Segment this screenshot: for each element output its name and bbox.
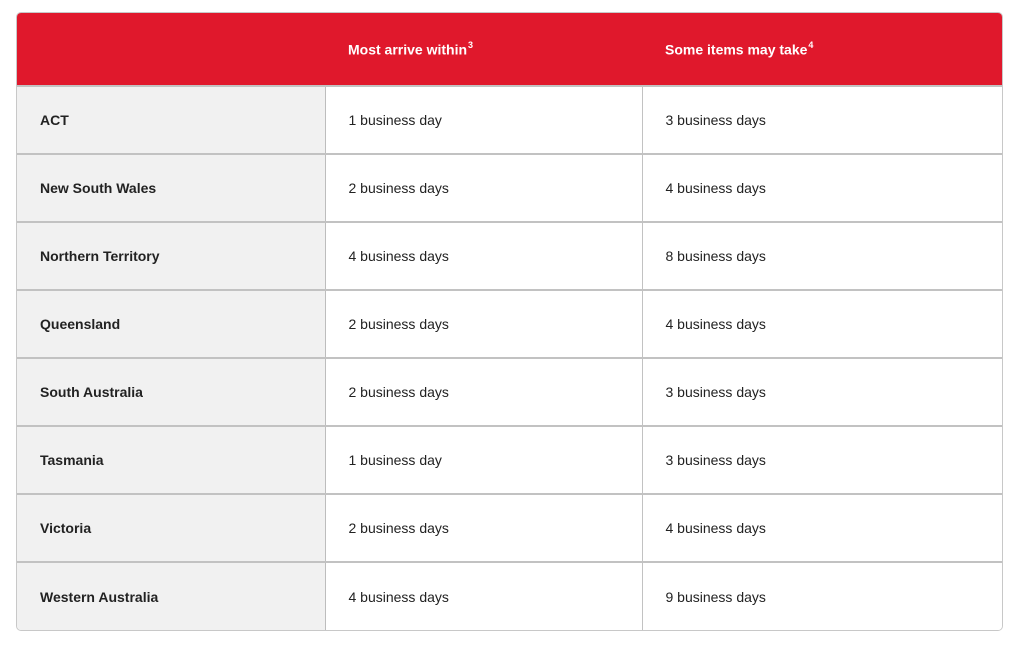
delivery-times-table <box>16 12 1003 631</box>
some-items-cell: 3 business days <box>642 86 1002 154</box>
table-row <box>17 358 1002 426</box>
table-row <box>17 562 1002 630</box>
header-row <box>17 13 1002 86</box>
table-header <box>17 13 1002 86</box>
most-arrive-cell: 4 business days <box>325 562 642 630</box>
table-row <box>17 426 1002 494</box>
state-cell: New South Wales <box>17 154 325 222</box>
delivery-table <box>17 13 1002 630</box>
some-items-cell: 3 business days <box>642 426 1002 494</box>
state-cell: Victoria <box>17 494 325 562</box>
state-cell: South Australia <box>17 358 325 426</box>
some-items-cell: 4 business days <box>642 494 1002 562</box>
most-arrive-cell: 2 business days <box>325 154 642 222</box>
table-row <box>17 86 1002 154</box>
some-items-cell: 8 business days <box>642 222 1002 290</box>
state-cell: Western Australia <box>17 562 325 630</box>
most-arrive-cell: 2 business days <box>325 290 642 358</box>
most-arrive-cell: 2 business days <box>325 358 642 426</box>
some-items-cell: 3 business days <box>642 358 1002 426</box>
state-cell: Queensland <box>17 290 325 358</box>
table-body <box>17 86 1002 630</box>
header-most-label: Most arrive within <box>348 41 468 58</box>
footnote-ref-3[interactable]: 3 <box>468 39 474 50</box>
most-arrive-cell: 4 business days <box>325 222 642 290</box>
some-items-cell: 9 business days <box>642 562 1002 630</box>
state-cell: Northern Territory <box>17 222 325 290</box>
table-row <box>17 222 1002 290</box>
header-most-arrive-within <box>325 13 642 86</box>
most-arrive-cell: 1 business day <box>325 426 642 494</box>
header-some-label: Some items may take <box>665 41 808 58</box>
table-row <box>17 154 1002 222</box>
table-row <box>17 290 1002 358</box>
most-arrive-cell: 2 business days <box>325 494 642 562</box>
header-state <box>17 13 325 86</box>
some-items-cell: 4 business days <box>642 154 1002 222</box>
some-items-cell: 4 business days <box>642 290 1002 358</box>
state-cell: ACT <box>17 86 325 154</box>
footnote-ref-4[interactable]: 4 <box>808 39 814 50</box>
header-some-items-may-take <box>642 13 1002 86</box>
table-row <box>17 494 1002 562</box>
state-cell: Tasmania <box>17 426 325 494</box>
most-arrive-cell: 1 business day <box>325 86 642 154</box>
